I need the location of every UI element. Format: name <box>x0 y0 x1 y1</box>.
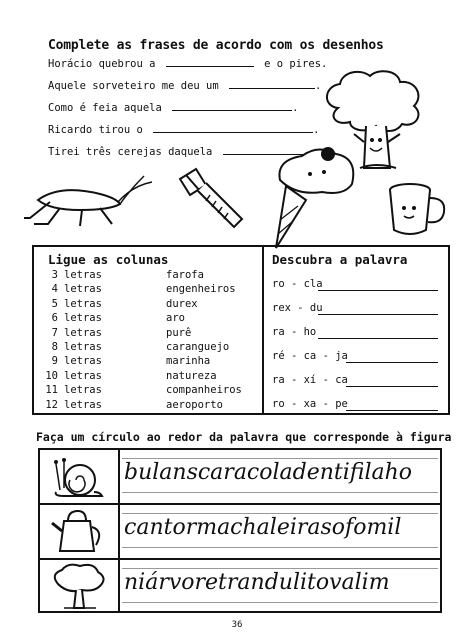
exercise4-title: Faça um círculo ao redor da palavra que corresponde à figura <box>36 430 452 444</box>
syllable-prompt: ra - xí - ca <box>272 374 348 386</box>
sentence-text: Como é feia aquela <box>48 102 162 114</box>
letter-count: 5 <box>51 297 58 310</box>
match-word[interactable]: purê <box>166 326 192 339</box>
letter-count: 6 <box>51 312 58 325</box>
syllable-prompt: ro - xa - pe <box>272 398 348 410</box>
match-list <box>38 268 258 412</box>
answer-line[interactable] <box>318 290 438 291</box>
cup-icon <box>384 180 450 240</box>
match-columns-title: Ligue as colunas <box>48 252 169 267</box>
match-row <box>38 297 258 311</box>
unit-label: letras <box>64 340 102 353</box>
sentence-text: Horácio quebrou a <box>48 58 156 70</box>
tree-icon <box>50 562 108 610</box>
syllable-prompt: ra - ho <box>272 326 317 338</box>
sentence-text: . <box>292 102 299 114</box>
match-row <box>38 326 258 340</box>
sentence-1 <box>48 58 327 70</box>
match-row <box>38 354 258 368</box>
unit-label: letras <box>64 369 102 382</box>
answer-line[interactable] <box>346 386 438 387</box>
answer-line[interactable] <box>346 362 438 363</box>
unit-label: letras <box>64 297 102 310</box>
answer-line[interactable] <box>346 410 438 411</box>
discover-word-title: Descubra a palavra <box>272 252 408 267</box>
match-row <box>38 383 258 397</box>
letter-count: 10 <box>45 369 58 382</box>
syllable-prompt: rex - du <box>272 302 323 314</box>
match-word[interactable]: natureza <box>166 369 217 382</box>
guide-line <box>122 602 438 603</box>
sentence-text: Ricardo tirou o <box>48 124 143 136</box>
guide-line <box>122 492 438 493</box>
answer-blank[interactable] <box>172 110 292 111</box>
guide-line <box>122 547 438 548</box>
letter-count: 8 <box>51 340 58 353</box>
syllable-prompt: ré - ca - ja <box>272 350 348 362</box>
sentence-4 <box>48 124 319 136</box>
match-word[interactable]: aro <box>166 312 185 325</box>
sentence-2 <box>48 80 321 92</box>
match-row <box>38 282 258 296</box>
sentence-text: e o pires. <box>264 58 328 70</box>
match-row <box>38 398 258 412</box>
sentence-text: . <box>313 124 320 136</box>
guide-line <box>122 458 438 459</box>
letter-count: 9 <box>51 355 58 368</box>
unit-label: letras <box>64 398 102 411</box>
sentence-text: Aquele sorveteiro me deu um <box>48 80 219 92</box>
match-word[interactable]: aeroporto <box>166 398 223 411</box>
answer-blank[interactable] <box>229 88 315 89</box>
unit-label: letras <box>64 312 102 325</box>
cricket-icon <box>20 160 160 230</box>
ice-cream-icon <box>266 140 366 252</box>
letter-string[interactable]: bulanscaracoladentifilaho <box>124 460 413 485</box>
letter-count: 12 <box>45 398 58 411</box>
unit-label: letras <box>64 326 102 339</box>
exercise1-title: Complete as frases de acordo com os desenhos <box>48 38 384 53</box>
match-row <box>38 268 258 282</box>
letter-count: 7 <box>51 326 58 339</box>
match-word[interactable]: companheiros <box>166 384 242 397</box>
unit-label: letras <box>64 283 102 296</box>
row-divider <box>38 558 442 560</box>
unit-label: letras <box>64 355 102 368</box>
sentence-text: Tirei três cerejas daquela <box>48 146 213 158</box>
answer-line[interactable] <box>318 314 438 315</box>
snail-icon <box>50 452 106 500</box>
column-divider <box>262 245 264 415</box>
screw-icon <box>172 165 250 237</box>
letter-string[interactable]: cantormachaleirasofomil <box>124 515 402 540</box>
match-word[interactable]: marinha <box>166 355 211 368</box>
sentence-text: . <box>315 80 322 92</box>
answer-blank[interactable] <box>153 132 313 133</box>
row-divider <box>38 503 442 505</box>
guide-line <box>122 568 438 569</box>
syllable-prompt: ro - cla <box>272 278 323 290</box>
match-word[interactable]: caranguejo <box>166 340 230 353</box>
match-word[interactable]: farofa <box>166 269 204 281</box>
letter-count: 11 <box>45 384 58 397</box>
match-row <box>38 369 258 383</box>
answer-blank[interactable] <box>166 66 254 67</box>
sentence-3 <box>48 102 298 114</box>
letter-count: 3 <box>51 269 58 281</box>
kettle-icon <box>50 507 108 555</box>
unit-label: letras <box>64 269 102 281</box>
unit-label: letras <box>64 384 102 397</box>
guide-line <box>122 513 438 514</box>
letter-count: 4 <box>51 283 58 296</box>
answer-line[interactable] <box>318 338 438 339</box>
picture-divider <box>118 448 120 613</box>
page-number: 36 <box>231 620 243 630</box>
letter-string[interactable]: niárvoretrandulitovalim <box>124 570 390 595</box>
match-row <box>38 311 258 325</box>
match-word[interactable]: durex <box>166 297 198 310</box>
match-word[interactable]: engenheiros <box>166 283 236 296</box>
match-row <box>38 340 258 354</box>
